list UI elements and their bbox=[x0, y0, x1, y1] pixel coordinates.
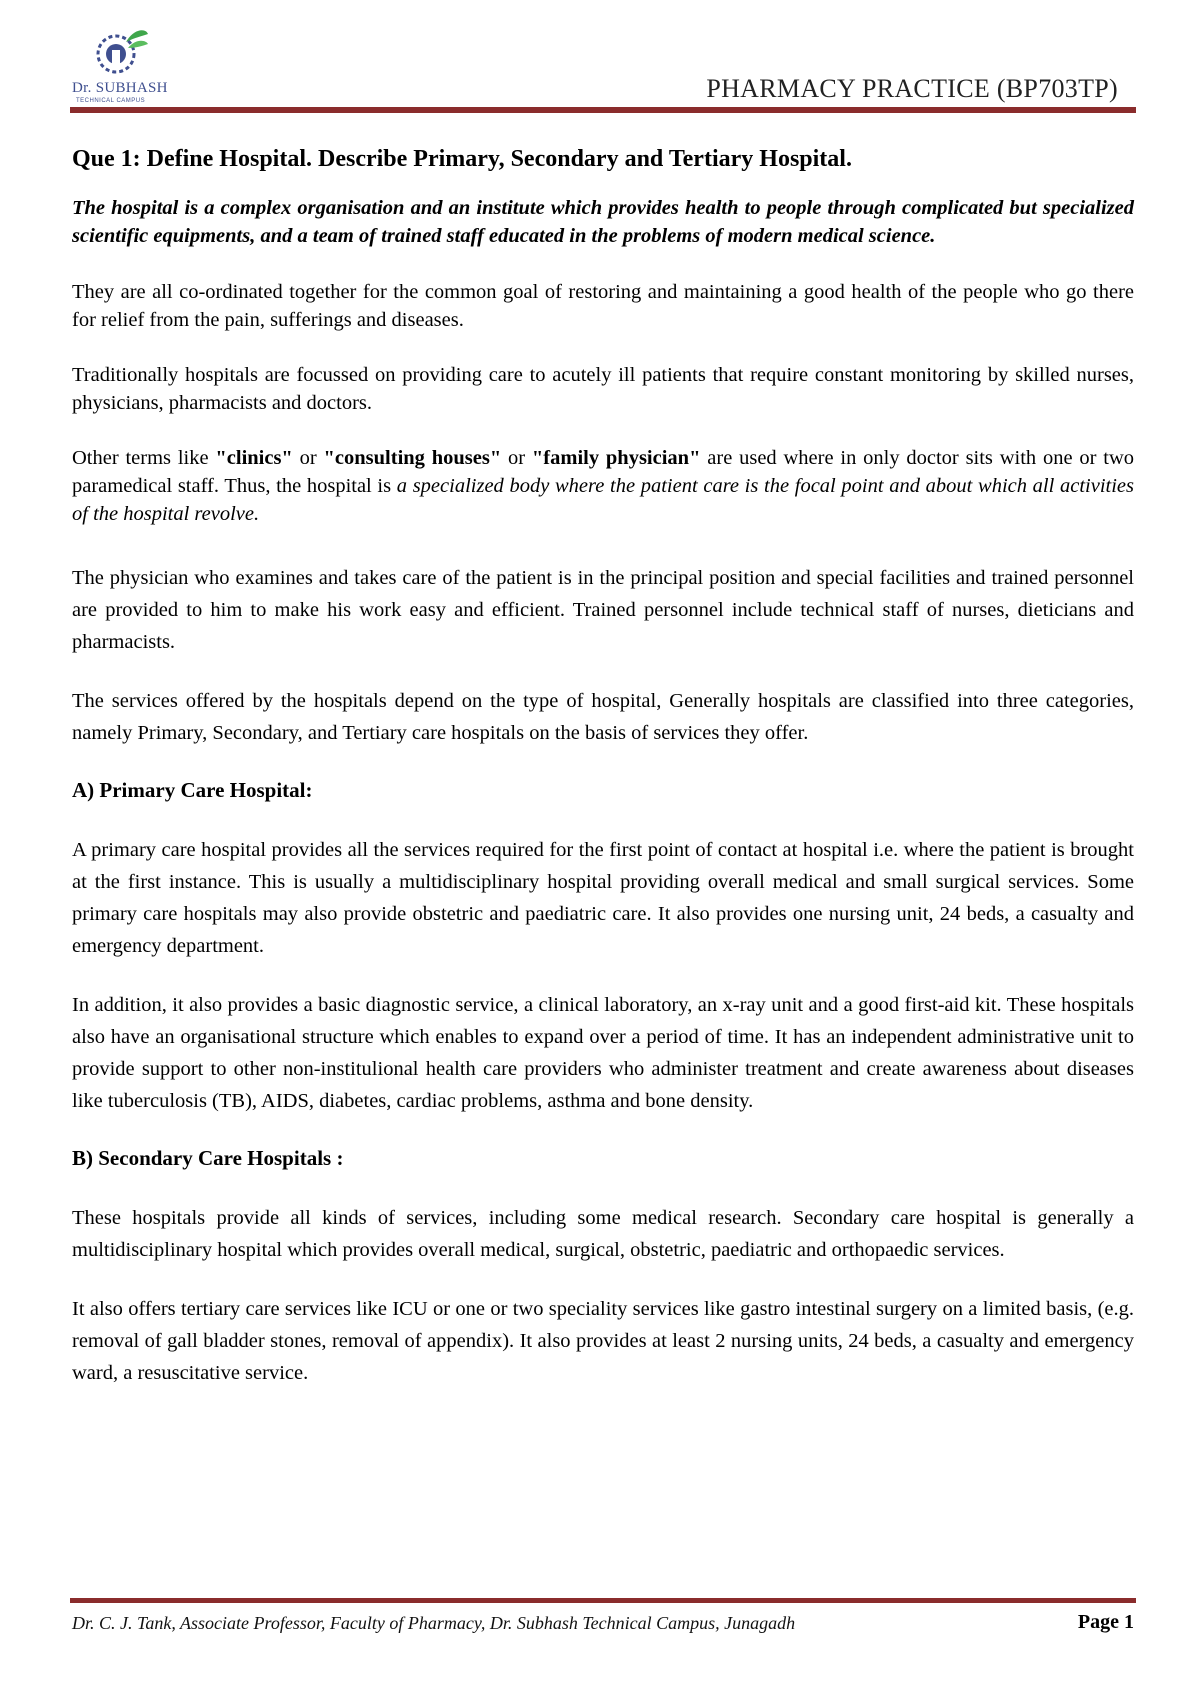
institution-logo bbox=[68, 24, 172, 106]
question-heading: Que 1: Define Hospital. Describe Primary, Secondary and Tertiary Hospital. bbox=[72, 146, 852, 172]
text-run: or bbox=[292, 447, 324, 469]
logo-subtext: TECHNICAL CAMPUS bbox=[76, 98, 146, 104]
page-number: Page 1 bbox=[1077, 1611, 1134, 1633]
paragraph-secondary-1: These hospitals provide all kinds of services, including some medical research. Secondary care hospital is generally a multidisciplinary hospital which provides overall medical, surgical, obstetric, paediatric and orthopaedic services. bbox=[72, 1207, 1134, 1261]
intro-paragraph: The hospital is a complex organisation and an institute which provides health to people through complicated but specialized scientific equipments, and a team of trained staff educated in the problems of modern medical science. bbox=[72, 197, 1134, 247]
paragraph-other-terms bbox=[72, 444, 1134, 528]
header-rule bbox=[70, 107, 1136, 113]
paragraph-secondary-2: It also offers tertiary care services like ICU or one or two speciality services like gastro intestinal surgery on a limited basis, (e.g. removal of gall bladder stones, removal of appendix). It also provides at least 2 nursing units, 24 beds, a casualty and emergency ward, a resuscitative service. bbox=[72, 1298, 1134, 1384]
document-body bbox=[72, 144, 1134, 1389]
header-title: PHARMACY PRACTICE (BP703TP) bbox=[706, 74, 1118, 103]
italic-definition: a specialized body where the patient care is the focal point and about which all activities of the hospital revolve. bbox=[72, 475, 1134, 525]
paragraph-classification: The services offered by the hospitals depend on the type of hospital, Generally hospitals are classified into three categories, namely Primary, Secondary, and Tertiary care hospitals on the basis of services they offer. bbox=[72, 690, 1134, 744]
paragraph-primary-2: In addition, it also provides a basic diagnostic service, a clinical laboratory, an x-ray unit and a good first-aid kit. These hospitals also have an organisational structure which enables to expand over a period of time. It has an independent administrative unit to provide support to other non-institulional health care providers who administer treatment and create awareness about diseases like tuberculosis (TB), AIDS, diabetes, cardiac problems, asthma and bone density. bbox=[72, 994, 1134, 1112]
footer-author: Dr. C. J. Tank, Associate Professor, Faculty of Pharmacy, Dr. Subhash Technical Campus, Junagadh bbox=[72, 1613, 796, 1633]
text-run: are used where in only doctor sits with one or two paramedical staff. Thus, the hospital is bbox=[72, 447, 1135, 497]
text-run: Other terms like bbox=[72, 447, 216, 469]
term-clinics: "clinics" bbox=[215, 447, 293, 469]
term-family-physician: "family physician" bbox=[531, 447, 701, 469]
paragraph-physician: The physician who examines and takes care of the patient is in the principal position and special facilities and trained personnel are provided to him to make his work easy and efficient. Trained personnel include technical staff of nurses, dieticians and pharmacists. bbox=[72, 567, 1134, 653]
logo-wordmark: Dr. SUBHASH bbox=[72, 80, 168, 96]
section-heading-primary: A) Primary Care Hospital: bbox=[72, 778, 313, 802]
logo-emblem-icon bbox=[90, 24, 150, 80]
paragraph-primary-1: A primary care hospital provides all the services required for the first point of contact at hospital i.e. where the patient is brought at the first instance. This is usually a multidisciplinary hospital providing overall medical and small surgical services. Some primary care hospitals may also provide obstetric and paediatric care. It also provides one nursing unit, 24 beds, a casualty and emergency department. bbox=[72, 839, 1134, 957]
footer-rule bbox=[70, 1598, 1136, 1603]
paragraph-traditional: Traditionally hospitals are focussed on providing care to acutely ill patients that require constant monitoring by skilled nurses, physicians, pharmacists and doctors. bbox=[72, 364, 1134, 414]
section-heading-secondary: B) Secondary Care Hospitals : bbox=[72, 1146, 344, 1170]
paragraph-coordination: They are all co-ordinated together for the common goal of restoring and maintaining a good health of the people who go there for relief from the pain, sufferings and diseases. bbox=[72, 281, 1134, 331]
term-consulting-houses: "consulting houses" bbox=[323, 447, 502, 469]
text-run: or bbox=[501, 447, 532, 469]
